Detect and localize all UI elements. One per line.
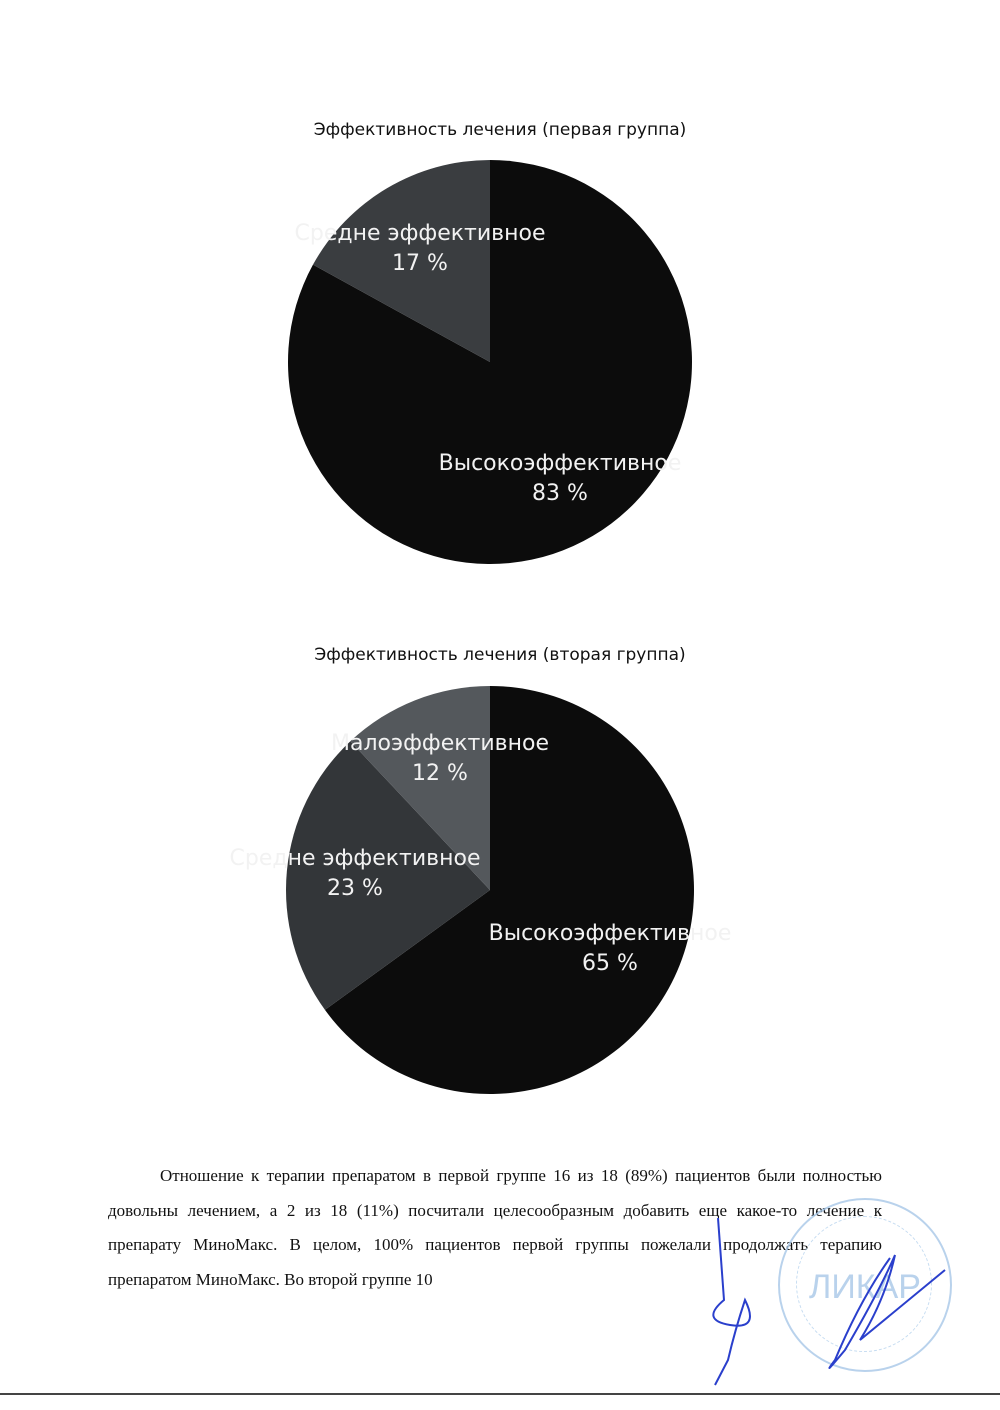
slice-value-label: 17 % [392, 251, 448, 276]
slice-value-label: 83 % [532, 481, 588, 506]
signature-2 [829, 1255, 945, 1368]
slice-category-label: Средне эффективное [294, 221, 546, 246]
slice-value-label: 65 % [582, 951, 638, 976]
page-bottom-rule [0, 1393, 1000, 1395]
chart-title-group-1: Эффективность лечения (первая группа) [313, 120, 687, 140]
slice-category-label: Средне эффективное [229, 846, 481, 871]
slice-category-label: Малоэффективное [331, 731, 549, 756]
body-paragraph: Отношение к терапии препаратом в первой группе 16 из 18 (89%) пациентов были полностью довольны лечением, а 2 из 18 (11%) посчитали целесообразным добавить еще какое-то лечение к препарату МиноМакс. В целом, 100% пациентов первой группы пожелали продолжать терапию препаратом МиноМакс. Во второй группе 10 [108, 1166, 882, 1289]
chart-title-group-2: Эффективность лечения (вторая группа) [314, 645, 686, 665]
stamp-center-text: ЛИКАР [809, 1268, 921, 1306]
signature-1 [713, 1218, 750, 1385]
slice-category-label: Высокоэффективное [488, 921, 732, 946]
slice-value-label: 12 % [412, 761, 468, 786]
slice-value-label: 23 % [327, 876, 383, 901]
slice-category-label: Высокоэффективное [438, 451, 682, 476]
